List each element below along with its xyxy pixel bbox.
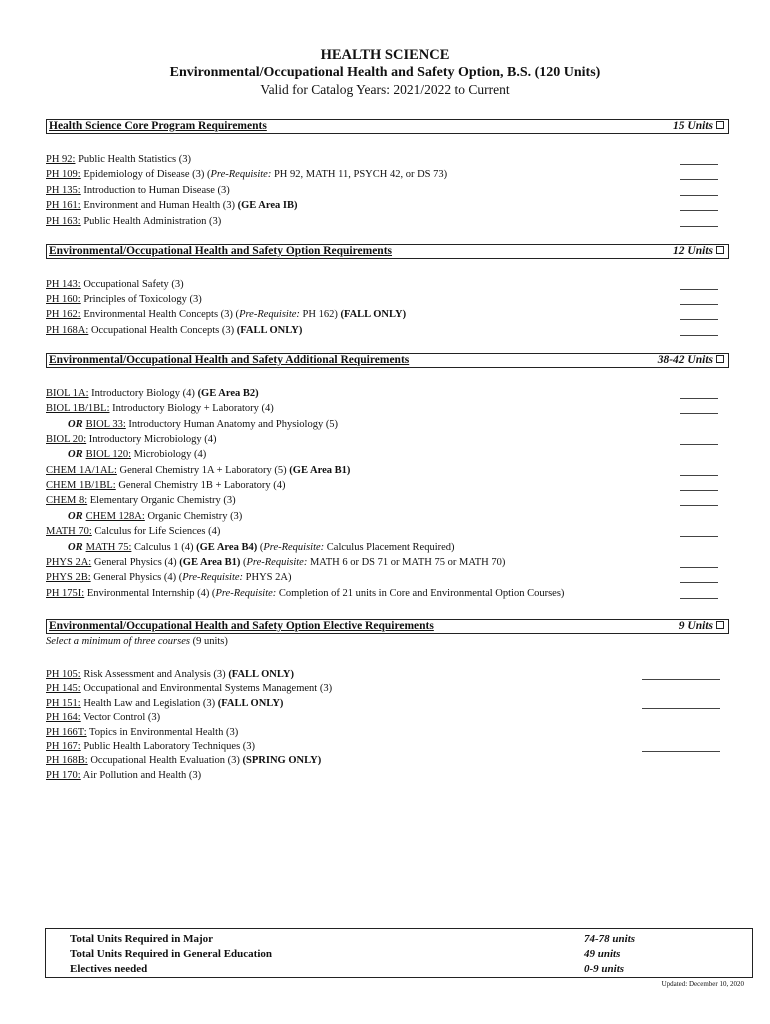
grade-blank-line[interactable] bbox=[680, 598, 718, 599]
section-title: Environmental/Occupational Health and Safety Option Elective Requirements bbox=[49, 620, 434, 632]
or-connector: OR bbox=[68, 418, 83, 430]
course-code: PH 151: bbox=[46, 697, 81, 709]
course-line bbox=[46, 754, 321, 767]
course-code: PH 109: bbox=[46, 169, 81, 181]
course-title: Introductory Human Anatomy and Physiology (5) bbox=[125, 418, 339, 430]
course-line bbox=[46, 769, 201, 782]
course-title: Air Pollution and Health (3) bbox=[80, 769, 202, 781]
section-title: Health Science Core Program Requirements bbox=[49, 120, 267, 132]
course-title: Environment and Human Health (3) bbox=[80, 200, 238, 212]
or-connector: OR bbox=[68, 449, 83, 461]
section-units: 12 Units bbox=[673, 245, 724, 257]
grade-blank-line[interactable] bbox=[642, 708, 720, 709]
course-title: Microbiology (4) bbox=[131, 449, 207, 461]
ge-area-tag: (FALL ONLY) bbox=[236, 324, 303, 336]
course-line bbox=[46, 324, 302, 337]
course-code: BIOL 1B/1BL: bbox=[46, 403, 110, 415]
course-text: ( bbox=[240, 556, 247, 568]
course-line bbox=[46, 199, 297, 212]
ge-area-tag: (GE Area B2) bbox=[197, 388, 259, 399]
course-code: PH 161: bbox=[46, 200, 81, 212]
course-line bbox=[46, 571, 291, 584]
course-title: Introductory Biology + Laboratory (4) bbox=[109, 403, 274, 415]
course-title: General Chemistry 1A + Laboratory (5) bbox=[116, 464, 290, 476]
course-line bbox=[46, 697, 283, 710]
course-code: PH 92: bbox=[46, 154, 76, 165]
course-line bbox=[46, 153, 191, 166]
course-line bbox=[46, 308, 406, 321]
section-header-option bbox=[46, 244, 729, 259]
or-connector: OR bbox=[68, 510, 83, 522]
course-title: Introduction to Human Disease (3) bbox=[80, 184, 230, 196]
course-title: Risk Assessment and Analysis (3) bbox=[80, 669, 229, 680]
course-title: Public Health Statistics (3) bbox=[75, 154, 191, 165]
prerequisite-text: PHYS 2A) bbox=[243, 572, 292, 584]
section-units: 38-42 Units bbox=[658, 354, 724, 366]
course-code: PH 170: bbox=[46, 769, 81, 781]
grade-blank-line[interactable] bbox=[680, 567, 718, 568]
grade-blank-line[interactable] bbox=[680, 195, 718, 196]
total-ge-label: Total Units Required in General Education bbox=[70, 948, 273, 960]
elective-instruction: Select a minimum of three courses (9 units) bbox=[46, 636, 228, 647]
course-title: Public Health Administration (3) bbox=[80, 215, 222, 227]
course-title: General Physics (4) ( bbox=[90, 572, 183, 584]
section-units: 15 Units bbox=[673, 120, 724, 132]
ge-area-tag: (SPRING ONLY) bbox=[242, 755, 322, 767]
course-line bbox=[46, 682, 332, 695]
course-code: PHYS 2B: bbox=[46, 572, 91, 584]
course-line bbox=[68, 510, 242, 523]
prerequisite-text: PH 92, MATH 11, PSYCH 42, or DS 73) bbox=[271, 169, 448, 181]
course-line bbox=[46, 740, 255, 753]
ge-area-tag: (GE Area B1) bbox=[179, 556, 241, 568]
grade-blank-line[interactable] bbox=[680, 398, 718, 399]
grade-blank-line[interactable] bbox=[680, 210, 718, 211]
course-title: Occupational Safety (3) bbox=[80, 279, 184, 290]
prerequisite-label: Pre-Requisite: bbox=[210, 169, 272, 181]
course-code: PH 166T: bbox=[46, 726, 87, 738]
course-line bbox=[46, 556, 505, 569]
course-code: PH 164: bbox=[46, 712, 81, 724]
grade-blank-line[interactable] bbox=[642, 679, 720, 680]
course-line bbox=[46, 433, 217, 446]
course-code: PH 167: bbox=[46, 741, 81, 752]
course-title: Occupational Health Concepts (3) bbox=[88, 324, 237, 336]
ge-area-tag: (GE Area IB) bbox=[237, 200, 298, 212]
course-code: PH 162: bbox=[46, 309, 81, 321]
ge-area-tag: (FALL ONLY) bbox=[217, 697, 284, 709]
course-title: Epidemiology of Disease (3) ( bbox=[80, 169, 211, 181]
total-major-label: Total Units Required in Major bbox=[70, 933, 214, 945]
course-line bbox=[68, 418, 338, 431]
total-major-value: 74-78 units bbox=[584, 933, 636, 945]
course-title: Introductory Microbiology (4) bbox=[86, 434, 217, 446]
course-code: BIOL 1A: bbox=[46, 388, 89, 399]
course-line bbox=[46, 387, 259, 400]
grade-blank-line[interactable] bbox=[680, 289, 718, 290]
prerequisite-label: Pre-Requisite: bbox=[263, 541, 325, 553]
course-code: PHYS 2A: bbox=[46, 556, 92, 568]
catalog-years: Valid for Catalog Years: 2021/2022 to Current bbox=[260, 82, 510, 97]
course-title: Environmental Internship (4) ( bbox=[84, 587, 216, 599]
course-title: Vector Control (3) bbox=[80, 712, 161, 724]
term-tag: (FALL ONLY) bbox=[340, 309, 407, 321]
course-title: Calculus for Life Sciences (4) bbox=[91, 526, 221, 538]
course-code: PH 145: bbox=[46, 683, 81, 695]
course-title: Topics in Environmental Health (3) bbox=[86, 726, 239, 738]
or-connector: OR bbox=[68, 541, 83, 553]
ge-area-tag: (GE Area B1) bbox=[289, 464, 351, 476]
prerequisite-text: Completion of 21 units in Core and Environmental Option Courses) bbox=[276, 587, 565, 599]
course-line bbox=[46, 726, 238, 739]
course-line bbox=[46, 278, 184, 291]
grade-blank-line[interactable] bbox=[680, 413, 718, 414]
course-line bbox=[46, 215, 221, 228]
course-code: BIOL 120: bbox=[85, 449, 131, 461]
course-line bbox=[46, 184, 230, 197]
course-code: CHEM 1A/1AL: bbox=[46, 464, 117, 476]
course-code: PH 143: bbox=[46, 279, 81, 290]
course-title: General Physics (4) bbox=[91, 556, 180, 568]
course-code: PH 160: bbox=[46, 294, 81, 306]
course-code: PH 163: bbox=[46, 215, 81, 227]
course-code: CHEM 8: bbox=[46, 495, 88, 507]
course-title: Elementary Organic Chemistry (3) bbox=[87, 495, 236, 507]
grade-blank-line[interactable] bbox=[680, 444, 718, 445]
ge-area-tag: (GE Area B4) bbox=[196, 541, 258, 553]
course-line bbox=[46, 494, 236, 507]
course-title: Introductory Biology (4) bbox=[88, 388, 198, 399]
course-line bbox=[46, 668, 294, 681]
course-code: CHEM 128A: bbox=[85, 510, 145, 522]
course-title: Environmental Health Concepts (3) ( bbox=[80, 309, 240, 321]
course-line bbox=[68, 448, 206, 461]
course-title: General Chemistry 1B + Laboratory (4) bbox=[115, 480, 286, 492]
updated-date: Updated: December 10, 2020 bbox=[661, 980, 744, 988]
grade-blank-line[interactable] bbox=[680, 319, 718, 320]
grade-blank-line[interactable] bbox=[680, 505, 718, 506]
course-line bbox=[68, 541, 455, 554]
checkbox-icon[interactable] bbox=[716, 246, 724, 254]
grade-blank-line[interactable] bbox=[680, 335, 718, 336]
course-line bbox=[46, 525, 220, 538]
course-title: Occupational and Environmental Systems Management (3) bbox=[80, 683, 333, 695]
grade-blank-line[interactable] bbox=[680, 475, 718, 476]
course-line bbox=[46, 587, 564, 600]
electives-needed-label: Electives needed bbox=[70, 963, 148, 975]
electives-needed-value: 0-9 units bbox=[584, 963, 625, 975]
checkbox-icon[interactable] bbox=[716, 621, 724, 629]
course-code: BIOL 20: bbox=[46, 434, 87, 446]
checkbox-icon[interactable] bbox=[716, 121, 724, 129]
course-code: PH 168A: bbox=[46, 324, 89, 336]
course-title: Principles of Toxicology (3) bbox=[80, 294, 202, 306]
course-title: Health Law and Legislation (3) bbox=[80, 697, 218, 709]
course-code: PH 105: bbox=[46, 669, 81, 680]
page-title: HEALTH SCIENCE bbox=[320, 47, 450, 63]
course-title: Occupational Health Evaluation (3) bbox=[87, 755, 243, 767]
course-title: Calculus 1 (4) bbox=[131, 541, 197, 553]
ge-area-tag: (FALL ONLY) bbox=[228, 669, 294, 680]
course-line bbox=[46, 464, 350, 477]
grade-blank-line[interactable] bbox=[642, 751, 720, 752]
prerequisite-text: PH 162) bbox=[299, 309, 341, 321]
course-text: ( bbox=[257, 541, 264, 553]
course-title: Public Health Laboratory Techniques (3) bbox=[80, 741, 256, 752]
prerequisite-label: Pre-Requisite: bbox=[246, 556, 308, 568]
totals-box bbox=[45, 928, 753, 978]
checkbox-icon[interactable] bbox=[716, 355, 724, 363]
course-code: MATH 75: bbox=[85, 541, 132, 553]
course-code: PH 168B: bbox=[46, 755, 88, 767]
course-code: PH 135: bbox=[46, 184, 81, 196]
prerequisite-text: MATH 6 or DS 71 or MATH 75 or MATH 70) bbox=[307, 556, 506, 568]
course-code: MATH 70: bbox=[46, 526, 92, 538]
course-line bbox=[46, 293, 202, 306]
course-line bbox=[46, 711, 160, 724]
course-code: BIOL 33: bbox=[85, 418, 126, 430]
course-title: Organic Chemistry (3) bbox=[144, 510, 243, 522]
total-ge-value: 49 units bbox=[584, 948, 621, 960]
section-units: 9 Units bbox=[679, 620, 724, 632]
section-header-electives bbox=[46, 619, 729, 634]
section-header-additional bbox=[46, 353, 729, 368]
grade-blank-line[interactable] bbox=[680, 304, 718, 305]
section-header-core bbox=[46, 119, 729, 134]
prerequisite-label: Pre-Requisite: bbox=[182, 572, 244, 584]
grade-blank-line[interactable] bbox=[680, 226, 718, 227]
course-line bbox=[46, 402, 274, 415]
prerequisite-text: Calculus Placement Required) bbox=[324, 541, 455, 553]
course-line bbox=[46, 168, 447, 181]
course-code: CHEM 1B/1BL: bbox=[46, 480, 116, 492]
section-title: Environmental/Occupational Health and Safety Additional Requirements bbox=[49, 354, 410, 366]
course-code: PH 175I: bbox=[46, 587, 85, 599]
prerequisite-label: Pre-Requisite: bbox=[215, 587, 277, 599]
grade-blank-line[interactable] bbox=[680, 582, 718, 583]
grade-blank-line[interactable] bbox=[680, 179, 718, 180]
section-title: Environmental/Occupational Health and Safety Option Requirements bbox=[49, 245, 393, 257]
course-line bbox=[46, 479, 286, 492]
program-title: Environmental/Occupational Health and Safety Option, B.S. (120 Units) bbox=[169, 65, 601, 80]
grade-blank-line[interactable] bbox=[680, 490, 718, 491]
prerequisite-label: Pre-Requisite: bbox=[239, 309, 300, 321]
grade-blank-line[interactable] bbox=[680, 536, 718, 537]
grade-blank-line[interactable] bbox=[680, 164, 718, 165]
